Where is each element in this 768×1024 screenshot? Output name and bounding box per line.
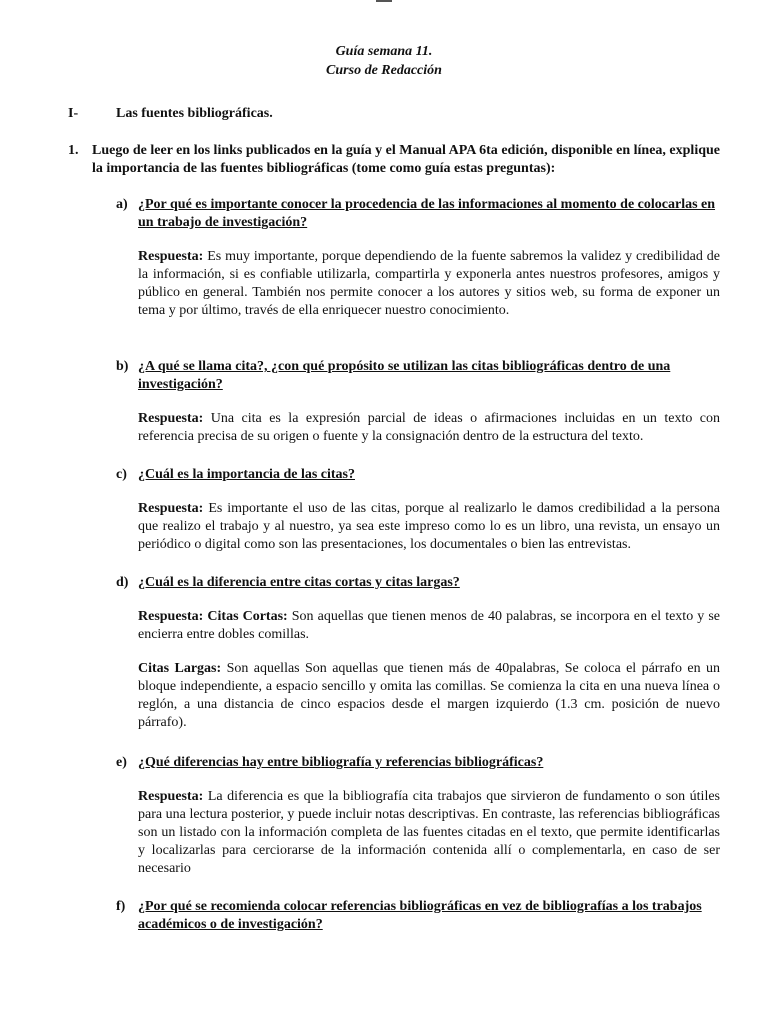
item-question: ¿A qué se llama cita?, ¿con qué propósito se utilizan las citas bibliográficas dentro de una investigación?: [138, 359, 671, 392]
item-answer: [138, 410, 720, 446]
main-question: [68, 142, 720, 178]
item-letter: c): [116, 467, 127, 482]
item-answer: [138, 248, 720, 320]
answer-label: Respuesta:: [138, 501, 204, 516]
item-letter: d): [116, 575, 129, 590]
answer-text: Es importante el uso de las citas, porque al realizarlo le damos credibilidad a la persona que realizo el trabajo y al nuestro, ya sea este impreso como lo es un libro, una revista, un ensayo un periódico o digital como son las presentaciones, los documentales o bien las entrevistas.: [138, 501, 721, 552]
list-item: [116, 196, 720, 320]
item-answer: [138, 608, 720, 644]
list-item: [116, 466, 720, 554]
item-question: ¿Qué diferencias hay entre bibliografía y referencias bibliográficas?: [138, 755, 544, 770]
item-answer: [138, 788, 720, 878]
section-heading: [68, 106, 273, 122]
page-top-mark: [376, 0, 392, 2]
answer-label: Citas Largas:: [138, 661, 222, 676]
answer-text: Es muy importante, porque dependiendo de la fuente sabremos la validez y credibilidad de la información, si es confiable utilizarla, compartirla y exponerla antes nuestros profesores, amigos y público en general. También nos permite conocer a los autores y sitios web, su forma de exponer un tema y por último, través de ella enriquecer nuestro conocimiento.: [138, 249, 721, 318]
item-question: ¿Por qué se recomienda colocar referencias bibliográficas en vez de bibliografías a los trabajos académicos o de investigación?: [138, 899, 702, 932]
list-item: [116, 898, 720, 934]
answer-text: La diferencia es que la bibliografía cita trabajos que sirvieron de fundamento o son útiles para una lectura posterior, y puede incluir notas descriptivas. En contraste, las referencias bibliográficas son un listado con la información completa de las fuentes citadas en el texto, que permite identificarlas y localizarlas para cerciorarse de la información contenida allí o complementarla, en caso de ser necesario: [138, 789, 720, 876]
item-letter: b): [116, 359, 129, 374]
item-answer: [138, 500, 720, 554]
item-question: ¿Cuál es la diferencia entre citas cortas y citas largas?: [138, 575, 460, 590]
item-answer-secondary: [138, 660, 720, 732]
section-title: Las fuentes bibliográficas.: [116, 106, 273, 121]
answer-text: Una cita es la expresión parcial de ideas o afirmaciones incluidas en un texto con referencia precisa de su origen o fuente y la consignación dentro de la estructura del texto.: [138, 411, 721, 444]
item-question: ¿Cuál es la importancia de las citas?: [138, 467, 355, 482]
document-subtitle: Curso de Redacción: [326, 63, 442, 78]
item-question: ¿Por qué es importante conocer la procedencia de las informaciones al momento de colocarlas en un trabajo de investigación?: [138, 197, 716, 230]
answer-label: Respuesta:: [138, 789, 204, 804]
main-question-text: Luego de leer en los links publicados en la guía y el Manual APA 6ta edición, disponible en línea, explique la importancia de las fuentes bibliográficas (tome como guía estas preguntas):: [92, 143, 720, 176]
answer-label: Respuesta:: [138, 249, 204, 264]
list-item: [116, 574, 720, 732]
main-question-number: 1.: [68, 143, 79, 158]
item-letter: e): [116, 755, 127, 770]
answer-text: Son aquellas Son aquellas que tienen más de 40palabras, Se coloca el párrafo en un bloque independiente, a espacio sencillo y omita las comillas. Se comienza la cita en una nueva línea o reglón, a una distancia de cinco espacios desde el margen izquierdo (1.3 cm. posición de nuevo párrafo).: [138, 661, 721, 730]
list-item: [116, 754, 720, 878]
answer-text: Son aquellas que tienen menos de 40 palabras, se incorpora en el texto y se encierra entre dobles comillas.: [138, 609, 721, 642]
list-item: [116, 358, 720, 446]
item-letter: f): [116, 899, 126, 914]
section-number: I-: [68, 106, 79, 121]
answer-label: Respuesta:: [138, 411, 204, 426]
document-title: Guía semana 11.: [335, 44, 433, 59]
answer-label: Respuesta: Citas Cortas:: [138, 609, 288, 624]
item-letter: a): [116, 197, 128, 212]
